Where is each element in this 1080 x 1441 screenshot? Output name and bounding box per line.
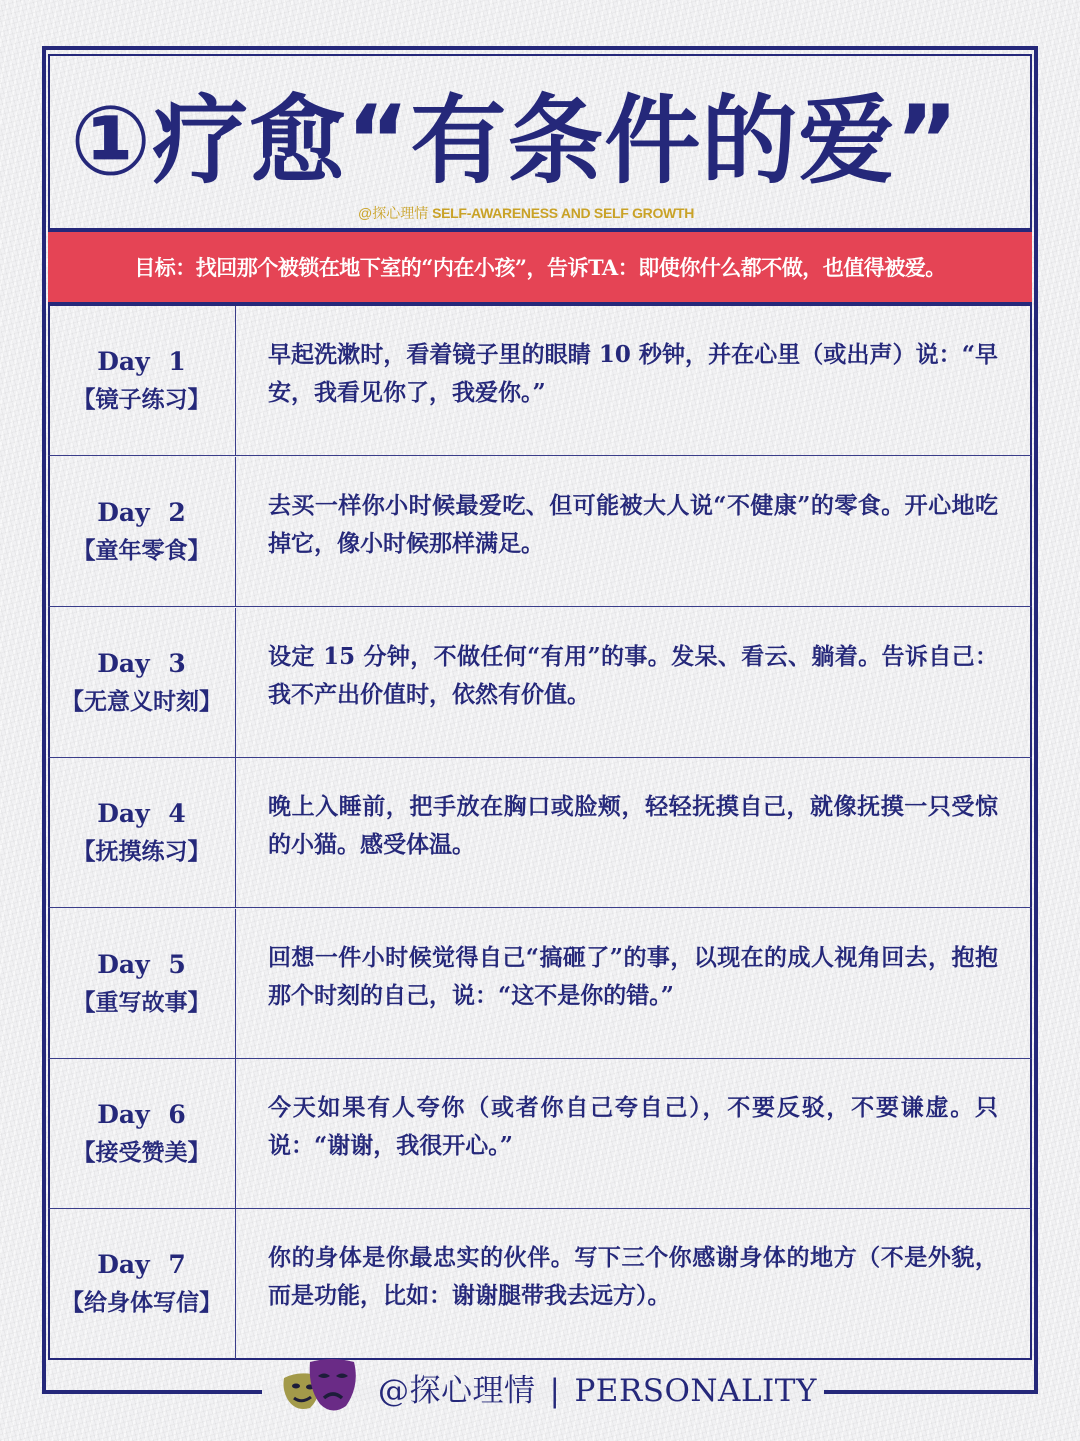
task-cell — [268, 608, 998, 757]
task-text: 去买一样你小时候最爱吃、但可能被大人说“不健康”的零食。开心地吃掉它，像小时候那样满足。 — [268, 491, 998, 557]
task-cell — [268, 758, 998, 907]
table-row — [48, 457, 1032, 607]
day-title: 【给身体写信】 — [61, 1289, 222, 1316]
task-text: 回想一件小时候觉得自己“搞砸了”的事，以现在的成人视角回去，抱抱那个时刻的自己，说：“这不是你的错。” — [268, 943, 998, 1009]
day-label: Day 5 — [97, 949, 186, 979]
day-label: Day 1 — [97, 346, 186, 376]
subtitle-handle: @探心理情 — [358, 205, 433, 221]
task-text: 今天如果有人夸你（或者你自己夸自己），不要反驳，不要谦虚。只说：“谢谢，我很开心。” — [268, 1093, 998, 1159]
subtitle-english: SELF-AWARENESS AND SELF GROWTH — [432, 205, 695, 221]
day-title: 【镜子练习】 — [72, 385, 211, 413]
day-cell — [48, 1209, 236, 1359]
theater-masks-icon — [280, 1356, 370, 1418]
goal-banner — [48, 228, 1032, 306]
footer-text — [378, 1365, 817, 1410]
day-cell — [48, 1059, 236, 1208]
table-row — [48, 1209, 1032, 1359]
day-label: Day 3 — [97, 648, 186, 678]
day-cell — [48, 457, 236, 606]
task-text: 晚上入睡前，把手放在胸口或脸颊，轻轻抚摸自己，就像抚摸一只受惊的小猫。感受体温。 — [268, 792, 998, 858]
subtitle — [358, 203, 738, 223]
day-label: Day 2 — [97, 497, 186, 527]
day-label: Day 6 — [97, 1099, 186, 1129]
table-row — [48, 909, 1032, 1059]
day-title: 【无意义时刻】 — [61, 687, 222, 715]
day-cell — [48, 909, 236, 1058]
task-cell — [268, 306, 998, 455]
day-title: 【抚摸练习】 — [72, 837, 211, 865]
day-cell — [48, 758, 236, 907]
day-title: 【重写故事】 — [72, 988, 211, 1016]
task-cell — [268, 1059, 998, 1208]
day-table — [48, 306, 1032, 1358]
table-row — [48, 608, 1032, 758]
day-label: Day 7 — [97, 1250, 186, 1279]
footer-separator: | — [549, 1372, 561, 1409]
task-cell — [268, 457, 998, 606]
task-text: 早起洗漱时，看着镜子里的眼睛 10 秒钟，并在心里（或出声）说：“早安，我看见你了，我爱你。” — [268, 340, 998, 406]
footer-handle: @探心理情 — [378, 1372, 536, 1409]
task-cell — [268, 909, 998, 1058]
goal-text: 目标：找回那个被锁在地下室的“内在小孩”，告诉TA：即使你什么都不做，也值得被爱。 — [134, 255, 946, 280]
task-text: 你的身体是你最忠实的伙伴。写下三个你感谢身体的地方（不是外貌，而是功能，比如：谢谢腿带我去远方）。 — [268, 1244, 998, 1309]
table-row — [48, 758, 1032, 908]
table-row — [48, 306, 1032, 456]
footer — [280, 1356, 820, 1418]
day-title: 【童年零食】 — [72, 536, 211, 564]
day-label: Day 4 — [97, 798, 186, 828]
task-text: 设定 15 分钟，不做任何“有用”的事。发呆、看云、躺着。告诉自己：我不产出价值时，依然有价值。 — [268, 642, 998, 708]
day-title: 【接受赞美】 — [72, 1138, 211, 1166]
task-cell — [268, 1209, 998, 1359]
page-title: ①疗愈“有条件的爱” — [70, 85, 960, 197]
table-row — [48, 1059, 1032, 1209]
footer-brand: PERSONALITY — [574, 1372, 817, 1409]
day-cell — [48, 306, 236, 455]
day-cell — [48, 608, 236, 757]
